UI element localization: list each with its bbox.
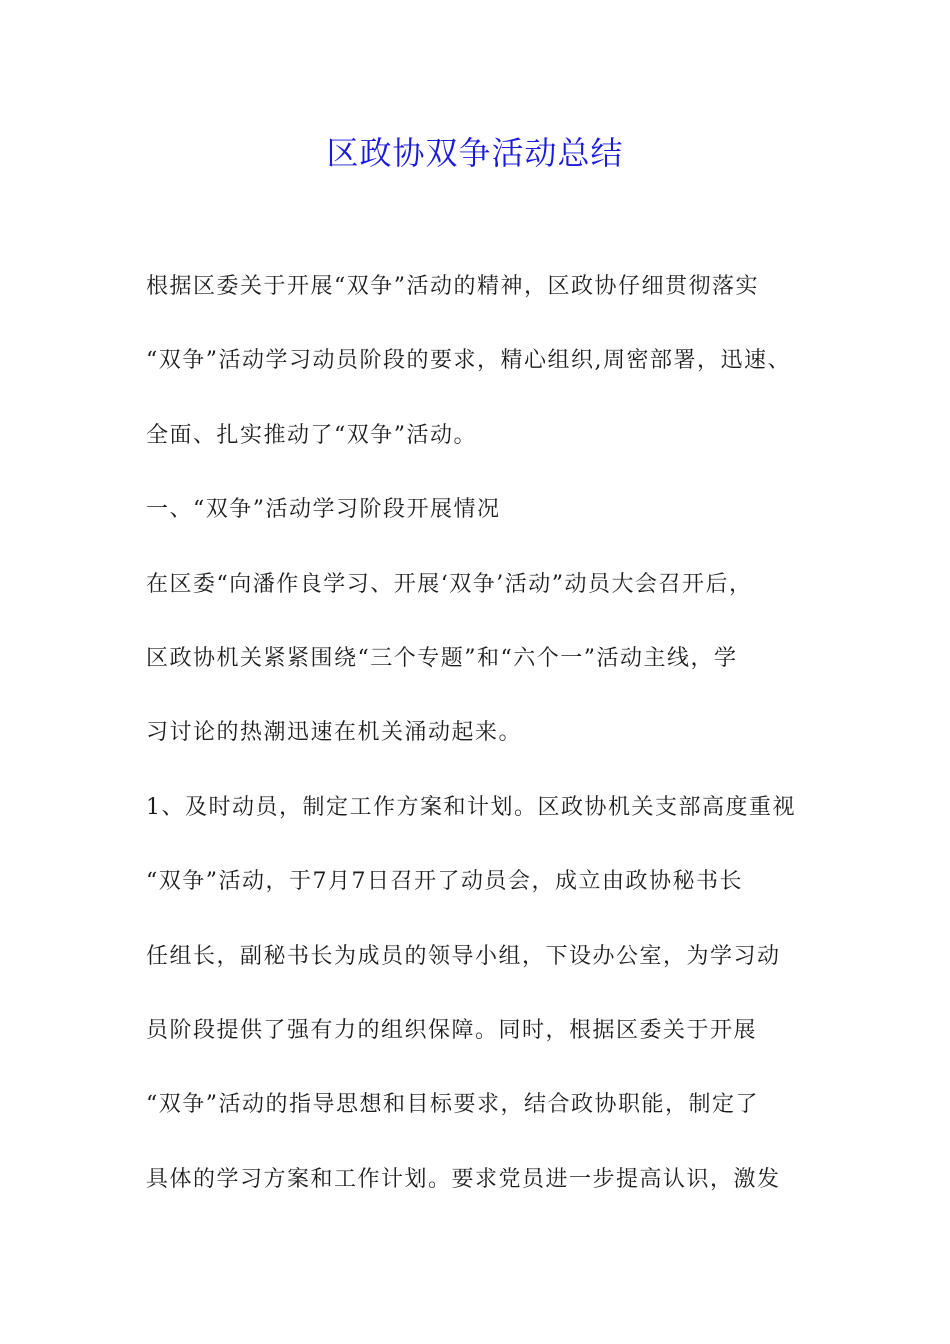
text-line: “双争”活动的指导思想和目标要求，结合政协职能，制定了 — [146, 1092, 759, 1118]
text-line: “双争”活动，于7月7日召开了动员会，成立由政协秘书长 — [146, 869, 743, 895]
text-line: 在区委“向潘作良学习、开展‘双争’活动”动员大会召开后， — [146, 571, 753, 597]
text-line: 根据区委关于开展“双争”活动的精神，区政协仔细贯彻落实 — [146, 274, 759, 299]
text-line: 习讨论的热潮迅速在机关涌动起来。 — [146, 720, 523, 746]
document-body — [146, 264, 826, 1231]
text-line: 全面、扎实推动了“双争”活动。 — [146, 422, 477, 448]
text-line: 区政协机关紧紧围绕“三个专题”和“六个一”活动主线，学 — [146, 645, 738, 671]
text-line: 具体的学习方案和工作计划。要求党员进一步提高认识，激发 — [146, 1166, 781, 1192]
section-heading: 一、“双争”活动学习阶段开展情况 — [146, 497, 501, 523]
text-line: “双争”活动学习动员阶段的要求，精心组织,周密部署，迅速、 — [146, 348, 791, 374]
text-line: 员阶段提供了强有力的组织保障。同时，根据区委关于开展 — [146, 1017, 758, 1043]
text-line: 1、及时动员，制定工作方案和计划。区政协机关支部高度重视 — [146, 794, 796, 820]
text-line: 任组长，副秘书长为成员的领导小组，下设办公室，为学习动 — [146, 943, 781, 969]
document-title: 区政协双争活动总结 — [326, 134, 624, 172]
